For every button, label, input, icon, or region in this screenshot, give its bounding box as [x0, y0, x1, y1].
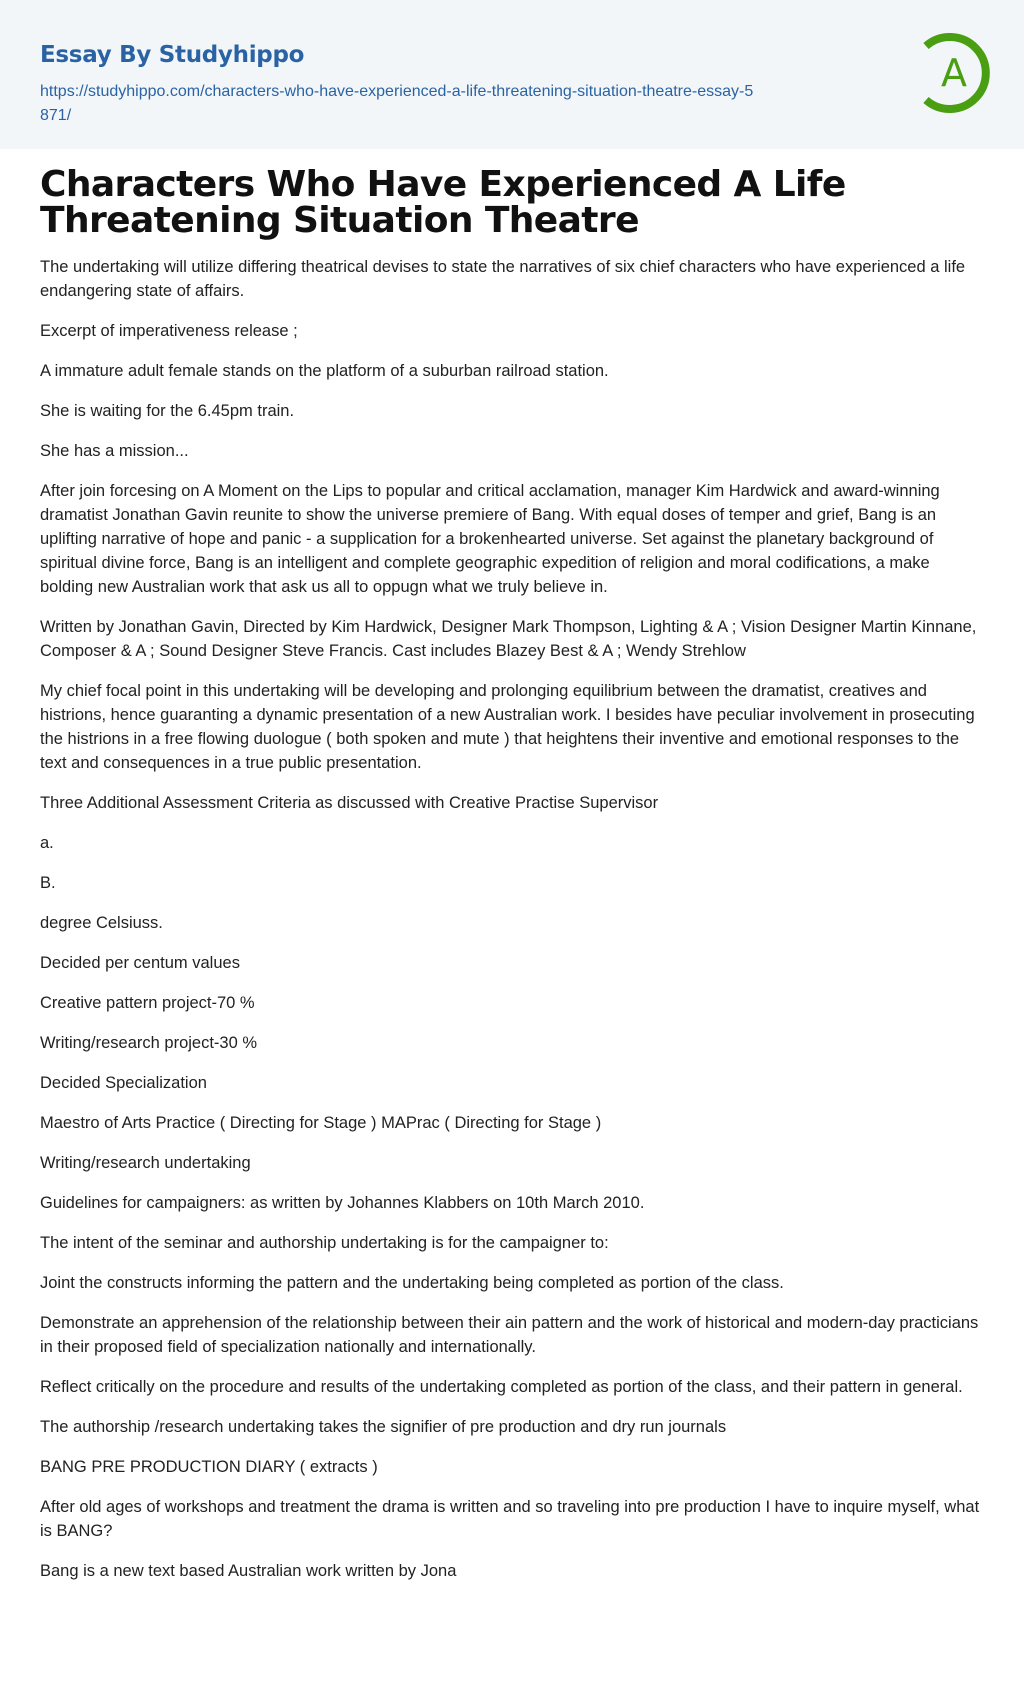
paragraph: The authorship /research undertaking takes the signifier of pre production and dry run journals	[40, 1418, 727, 1436]
paragraph: After old ages of workshops and treatment the drama is written and so traveling into pre production I have to inquire myself, what is BANG?	[40, 1498, 980, 1540]
paragraph: Joint the constructs informing the pattern and the undertaking being completed as portion of the class.	[40, 1274, 784, 1292]
site-name: Essay By Studyhippo	[40, 42, 305, 68]
paragraph: My chief focal point in this undertaking will be developing and prolonging equilibrium between the dramatist, creatives and histrions, hence guaranting a dynamic presentation of a new Australian work. I besides have peculiar involvement in prosecuting the histrions in a free flowing duologue ( both spoken and mute ) that heightens their inventive and emotional responses to the text and consequences in a true public presentation.	[40, 682, 975, 772]
paragraph: Three Additional Assessment Criteria as discussed with Creative Practise Supervisor	[40, 794, 659, 812]
paragraph: Maestro of Arts Practice ( Directing for Stage ) MAPrac ( Directing for Stage )	[40, 1114, 602, 1132]
article	[0, 149, 1024, 1639]
paragraph: Excerpt of imperativeness release ;	[40, 322, 298, 340]
paragraph: Bang is a new text based Australian work written by Jona	[40, 1562, 457, 1580]
paragraph: Guidelines for campaigners: as written by Johannes Klabbers on 10th March 2010.	[40, 1194, 645, 1212]
paragraph: BANG PRE PRODUCTION DIARY ( extracts )	[40, 1458, 378, 1476]
page-title: Characters Who Have Experienced A Life Threatening Situation Theatre	[40, 164, 846, 241]
paragraph: Writing/research project-30 %	[40, 1034, 258, 1052]
page-header	[0, 0, 1024, 149]
studyhippo-logo-icon[interactable]	[908, 28, 998, 118]
source-url-link[interactable]: https://studyhippo.com/characters-who-have-experienced-a-life-threatening-situation-theatre-essay-5871/	[40, 83, 754, 124]
list-marker-b: B.	[40, 874, 56, 892]
paragraph: The intent of the seminar and authorship undertaking is for the campaigner to:	[40, 1234, 609, 1252]
paragraph: Decided per centum values	[40, 954, 240, 972]
paragraph: The undertaking will utilize differing theatrical devises to state the narratives of six chief characters who have experienced a life endangering state of affairs.	[40, 258, 966, 300]
list-marker-c: degree Celsiuss.	[40, 914, 163, 932]
paragraph: Reflect critically on the procedure and results of the undertaking completed as portion of the class, and their pattern in general.	[40, 1378, 963, 1396]
paragraph: Writing/research undertaking	[40, 1154, 251, 1172]
paragraph: After join forcesing on A Moment on the Lips to popular and critical acclamation, manager Kim Hardwick and award-winning dramatist Jonathan Gavin reunite to show the universe premiere of Bang. With equal doses of temper and grief, Bang is an uplifting narrative of hope and panic - a supplication for a brokenhearted universe. Set against the planetary background of spiritual divine force, Bang is an intelligent and complete geographic expedition of religion and moral codifications, a make bolding new Australian work that ask us all to oppugn what we truly believe in.	[40, 482, 940, 596]
list-marker-a: a.	[40, 834, 54, 852]
paragraph: Creative pattern project-70 %	[40, 994, 255, 1012]
paragraph: A immature adult female stands on the platform of a suburban railroad station.	[40, 362, 609, 380]
svg-text:A: A	[941, 51, 967, 95]
paragraph: She is waiting for the 6.45pm train.	[40, 402, 295, 420]
paragraph: Demonstrate an apprehension of the relationship between their ain pattern and the work of historical and modern-day practicians in their proposed field of specialization nationally and internationally.	[40, 1314, 979, 1356]
paragraph: Decided Specialization	[40, 1074, 207, 1092]
paragraph: She has a mission...	[40, 442, 189, 460]
paragraph: Written by Jonathan Gavin, Directed by Kim Hardwick, Designer Mark Thompson, Lighting & A ; Vision Designer Martin Kinnane, Composer & A ; Sound Designer Steve Francis. Cast includes Blazey Best & A ; Wendy Strehlow	[40, 618, 977, 660]
